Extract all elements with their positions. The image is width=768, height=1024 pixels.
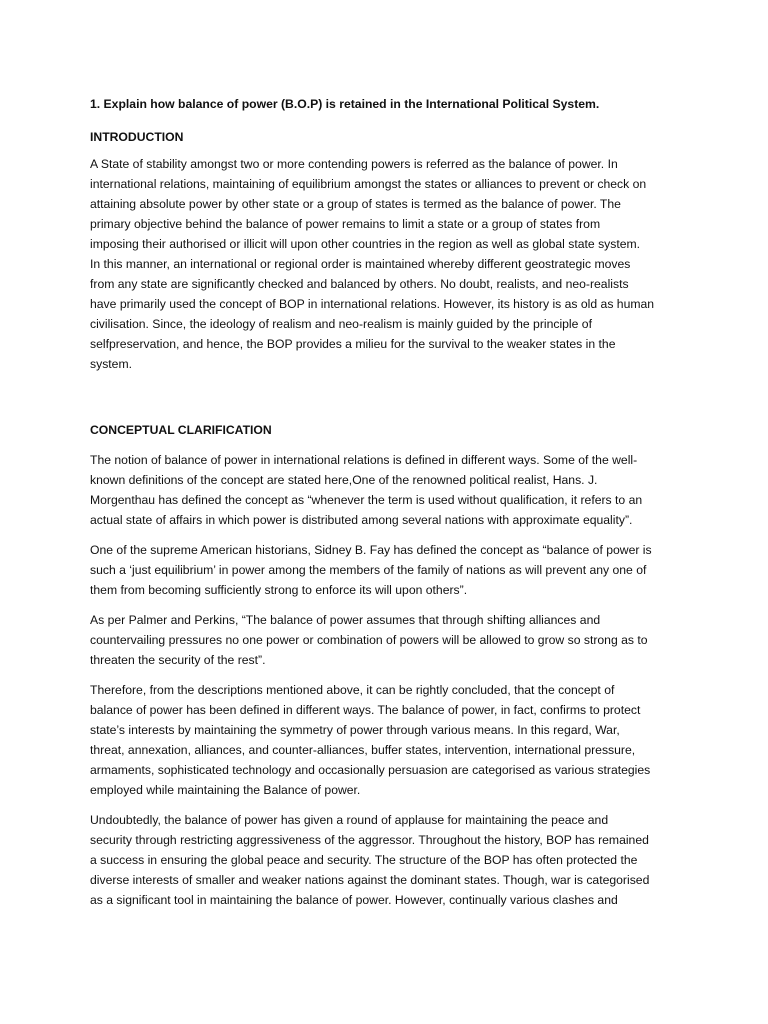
text-line: actual state of affairs in which power is distributed among several nations with approximate equality”.: [90, 513, 633, 527]
introduction-paragraph: [90, 154, 682, 374]
text-line: threat, annexation, alliances, and counter-alliances, buffer states, intervention, international pressure,: [90, 743, 636, 757]
text-line: have primarily used the concept of BOP in international relations. However, its history is as old as human: [90, 297, 655, 311]
palmer-perkins-paragraph: [90, 610, 682, 670]
text-line: Morgenthau has defined the concept as “whenever the term is used without qualification, it refers to an: [90, 493, 643, 507]
text-line: such a ‘just equilibrium’ in power among the members of the family of nations as will prevent any one of: [90, 563, 647, 577]
document-page: [90, 94, 682, 910]
text-line: a success in ensuring the global peace and security. The structure of the BOP has often protected the: [90, 853, 638, 867]
text-line: known definitions of the concept are stated here,One of the renowned political realist, Hans. J.: [90, 473, 598, 487]
definitions-intro-paragraph: [90, 450, 682, 530]
question-heading: 1. Explain how balance of power (B.O.P) is retained in the International Political System.: [90, 97, 600, 111]
text-line: selfpreservation, and hence, the BOP provides a milieu for the survival to the weaker states in the: [90, 337, 616, 351]
conclusion-paragraph: [90, 680, 682, 800]
fay-definition-paragraph: [90, 540, 682, 600]
text-line: as a significant tool in maintaining the balance of power. However, continually various clashes and: [90, 893, 618, 907]
text-line: employed while maintaining the Balance of power.: [90, 783, 361, 797]
text-line: The notion of balance of power in international relations is defined in different ways. Some of the well-: [90, 453, 638, 467]
section-heading-conceptual-clarification: CONCEPTUAL CLARIFICATION: [90, 423, 272, 437]
text-line: international relations, maintaining of equilibrium amongst the states or alliances to prevent or check on: [90, 177, 647, 191]
text-line: One of the supreme American historians, Sidney B. Fay has defined the concept as “balance of power is: [90, 543, 652, 557]
text-line: In this manner, an international or regional order is maintained whereby different geostrategic moves: [90, 257, 631, 271]
text-line: balance of power has been defined in different ways. The balance of power, in fact, confirms to protect: [90, 703, 641, 717]
text-line: imposing their authorised or illicit will upon other countries in the region as well as global state system.: [90, 237, 641, 251]
text-line: them from becoming sufficiently strong to enforce its will upon others”.: [90, 583, 468, 597]
text-line: countervailing pressures no one power or combination of powers will be allowed to grow so strong as to: [90, 633, 648, 647]
text-line: diverse interests of smaller and weaker nations against the dominant states. Though, war is categorised: [90, 873, 650, 887]
text-line: attaining absolute power by other state or a group of states is termed as the balance of power. The: [90, 197, 621, 211]
text-line: A State of stability amongst two or more contending powers is referred as the balance of power. In: [90, 157, 618, 171]
text-line: As per Palmer and Perkins, “The balance of power assumes that through shifting alliances and: [90, 613, 601, 627]
text-line: armaments, sophisticated technology and occasionally persuasion are categorised as various strategies: [90, 763, 651, 777]
section-heading-introduction: INTRODUCTION: [90, 130, 184, 144]
text-line: threaten the security of the rest”.: [90, 653, 266, 667]
text-line: from any state are significantly checked and balanced by others. No doubt, realists, and neo-realists: [90, 277, 629, 291]
text-line: Therefore, from the descriptions mentioned above, it can be rightly concluded, that the concept of: [90, 683, 615, 697]
peace-security-paragraph: [90, 810, 682, 910]
text-line: state’s interests by maintaining the symmetry of power through various means. In this regard, War,: [90, 723, 620, 737]
text-line: security through restricting aggressiveness of the aggressor. Throughout the history, BOP has remained: [90, 833, 649, 847]
text-line: civilisation. Since, the ideology of realism and neo-realism is mainly guided by the principle of: [90, 317, 592, 331]
text-line: primary objective behind the balance of power remains to limit a state or a group of states from: [90, 217, 601, 231]
text-line: system.: [90, 357, 132, 371]
text-line: Undoubtedly, the balance of power has given a round of applause for maintaining the peace and: [90, 813, 609, 827]
